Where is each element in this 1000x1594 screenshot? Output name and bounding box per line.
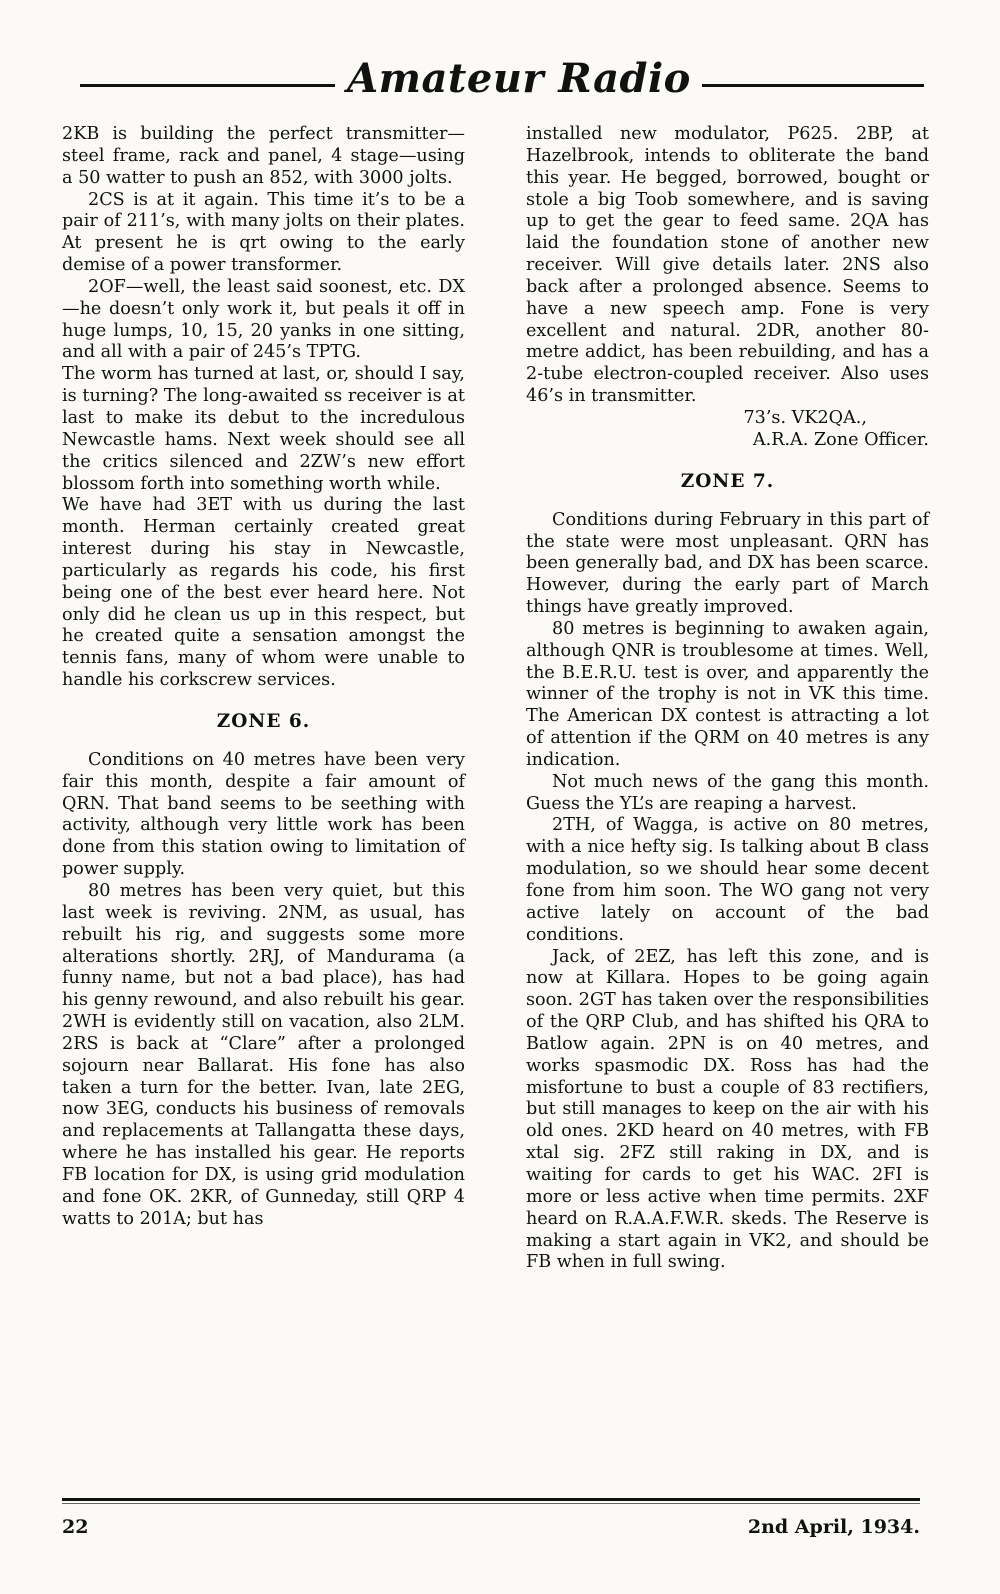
issue-date: 2nd April, 1934.: [747, 1516, 920, 1538]
paragraph-2kb: 2KB is building the perfect transmitter—steel frame, rack and panel, 4 stage—using a 50 watter to push an 852, with 3000 jolts.: [62, 124, 465, 188]
paragraph-zone6-80m: 80 metres has been very quiet, but this last week is reviving. 2NM, as usual, has rebuilt his rig, and suggests some more alterations shortly. 2RJ, of Mandurama (a funny name, but not a bad place), has had his genny rewound, and also rebuilt his gear. 2WH is evidently still on vacation, also 2LM. 2RS is back at “Clare” after a prolonged sojourn near Ballarat. His fone has also taken a turn for the better. Ivan, late 2EG, now 3EG, conducts his business of removals and replacements at Tallangatta these days, where he has installed his gear. He reports FB location for DX, is using grid modulation and fone OK. 2KR, of Gunneday, still QRP 4 watts to 201A; but has: [62, 881, 465, 1229]
footer-rule-thin: [62, 1503, 920, 1504]
paragraph-zone7-80m: 80 metres is beginning to awaken again, although QNR is troublesome at times. Well, the B.E.R.U. test is over, and apparently the winner of the trophy is not in VK this time. The American DX contest is attracting a lot of attention if the QRM on 40 metres is any indication.: [526, 618, 929, 770]
page-number: 22: [62, 1516, 89, 1538]
paragraph-zone7-gang: Not much news of the gang this month. Guess the YL’s are reaping a harvest.: [526, 771, 929, 814]
paragraph-zone7-jack: Jack, of 2EZ, has left this zone, and is now at Killara. Hopes to be going again soon. 2GT has taken over the responsibilities of the QRP Club, and has shifted his QRA to Batlow again. 2PN is on 40 metres, and works spasmodic DX. Ross has had the misfortune to bust a couple of 83 rectifiers, but still manages to keep on the air with his old ones. 2KD heard on 40 metres, with FB xtal sig. 2FZ still raking in DX, and is waiting for cards to get his WAC. 2FI is more or less active when time permits. 2XF heard on R.A.A.F.W.R. skeds. The Reserve is making a start again in VK2, and should be FB when in full swing.: [526, 946, 929, 1273]
masthead-rule-right: [702, 84, 924, 87]
paragraph-worm: The worm has turned at last, or, should I say, is turning? The long-awaited ss receiver is at last to make its debut to the incredulous Newcastle hams. Next week should see all the critics silenced and 2ZW’s new effort blossom forth into something worth while.: [62, 364, 465, 494]
signature-line2: A.R.A. Zone Officer.: [752, 429, 929, 450]
masthead: [70, 52, 932, 108]
footer-rule: [62, 1498, 920, 1501]
paragraph-zone7-conditions: Conditions during February in this part of the state were most unpleasant. QRN has been generally bad, and DX has been scarce. However, during the early part of March things have greatly improved.: [526, 509, 929, 618]
masthead-rule-left: [80, 84, 335, 87]
paragraph-zone6-conditions: Conditions on 40 metres have been very fair this month, despite a fair amount of QRN. That band seems to be seething with activity, although very little work has been done from this station owing to limitation of power supply.: [62, 749, 465, 880]
masthead-title: Amateur Radio: [347, 55, 691, 102]
paragraph-zone7-2th: 2TH, of Wagga, is active on 80 metres, with a nice hefty sig. Is talking about B class modulation, so we should hear some decent fone from him soon. The WO gang not very active lately on account of the bad conditions.: [526, 815, 929, 945]
zone6-heading: ZONE 6.: [216, 710, 311, 732]
right-column: [526, 124, 929, 1274]
paragraph-2cs: 2CS is at it again. This time it’s to be a pair of 211’s, with many jolts on their plates. At present he is qrt owing to the early demise of a power transformer.: [62, 189, 465, 276]
paragraph-continued: installed new modulator, P625. 2BP, at Hazelbrook, intends to obliterate the band this year. He begged, borrowed, bought or stole a big Toob somewhere, and is saving up to get the gear to feed same. 2QA has laid the foundation stone of another new receiver. Will give details later. 2NS also back after a prolonged absence. Seems to have a new speech amp. Fone is very excellent and natural. 2DR, another 80-metre addict, has been rebuilding, and has a 2-tube electron-coupled receiver. Also uses 46’s in transmitter.: [526, 124, 929, 407]
signature-line1: 73’s. VK2QA.,: [743, 407, 867, 428]
paragraph-2of: 2OF—well, the least said soonest, etc. DX—he doesn’t only work it, but peals it off in huge lumps, 10, 15, 20 yanks in one sitting, and all with a pair of 245’s TPTG.: [62, 276, 465, 363]
paragraph-3et: We have had 3ET with us during the last month. Herman certainly created great interest during his stay in Newcastle, particularly as regards his code, his first being one of the best ever heard here. Not only did he clean us up in this respect, but he created quite a sensation amongst the tennis fans, many of whom were unable to handle his corkscrew services.: [62, 495, 465, 691]
zone7-heading: ZONE 7.: [680, 470, 775, 492]
left-column: [62, 124, 465, 1231]
